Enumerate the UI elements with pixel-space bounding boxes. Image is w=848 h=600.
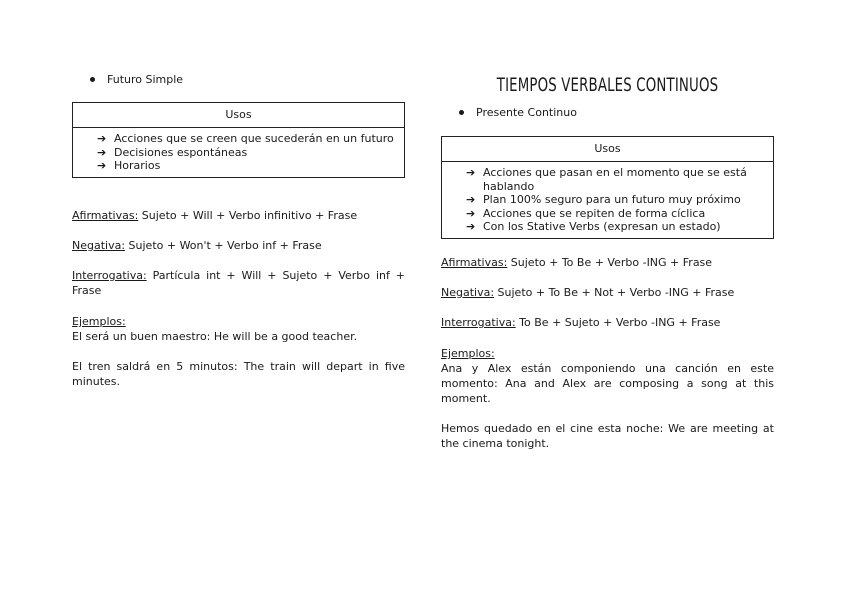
usos-list <box>442 162 773 238</box>
futuro-simple-bullet <box>90 73 183 86</box>
list-item: ➔ Plan 100% seguro para un futuro muy próximo <box>466 193 741 206</box>
usos-table-header: Usos <box>442 137 773 162</box>
interrogativa-line: Interrogativa: To Be + Sujeto + Verbo -ING + Frase <box>441 316 721 329</box>
interrogativa-line: Interrogativa: Partícula int + Will + Sujeto + Verbo inf + Frase <box>72 269 405 297</box>
afirmativa-line: Afirmativas: Sujeto + Will + Verbo infinitivo + Frase <box>72 209 358 222</box>
list-item: ➔ Acciones que se creen que sucederán en un futuro <box>97 132 394 145</box>
usos-table-header: Usos <box>73 103 404 128</box>
ejemplo-2: Hemos quedado en el cine esta noche: We are meeting at the cinema tonight. <box>441 422 774 450</box>
afirmativa-line: Afirmativas: Sujeto + To Be + Verbo -ING + Frase <box>441 256 713 269</box>
negativa-line: Negativa: Sujeto + Won't + Verbo inf + Frase <box>72 239 322 252</box>
list-item: ➔ Acciones que se repiten de forma cíclica <box>466 206 706 220</box>
arrow-icon: ➔ <box>466 220 476 233</box>
usos-list <box>73 128 404 177</box>
list-item: ➔ Horarios <box>97 159 161 172</box>
ejemplo-1: El será un buen maestro: He will be a good teacher. <box>72 330 358 343</box>
bullet-text: Futuro Simple <box>107 73 184 86</box>
bullet-dot-icon <box>459 110 464 115</box>
ejemplo-2: El tren saldrá en 5 minutos: The train will depart in five minutes. <box>72 360 405 388</box>
arrow-icon: ➔ <box>466 206 476 220</box>
negativa-line: Negativa: Sujeto + To Be + Not + Verbo -ING + Frase <box>441 286 735 299</box>
usos-table <box>72 102 405 178</box>
arrow-icon: ➔ <box>97 132 107 145</box>
presente-continuo-bullet <box>459 106 577 119</box>
list-item: ➔ Con los Stative Verbs (expresan un estado) <box>466 220 721 233</box>
ejemplo-1: Ana y Alex están componiendo una canción en este momento: Ana and Alex are composing a song at this moment. <box>441 362 774 405</box>
usos-table <box>441 136 774 239</box>
arrow-icon: ➔ <box>97 159 107 172</box>
page-title: TIEMPOS VERBALES CONTINUOS <box>496 74 719 96</box>
ejemplos-label: Ejemplos: <box>72 315 126 328</box>
arrow-icon: ➔ <box>97 145 107 159</box>
ejemplos-label: Ejemplos: <box>441 347 495 360</box>
list-item: ➔ Acciones que pasan en el momento que se está hablando <box>466 166 747 193</box>
arrow-icon: ➔ <box>466 193 476 206</box>
list-item: ➔ Decisiones espontáneas <box>97 145 248 159</box>
bullet-dot-icon <box>90 77 95 82</box>
bullet-text: Presente Continuo <box>476 106 577 119</box>
arrow-icon: ➔ <box>466 166 476 179</box>
